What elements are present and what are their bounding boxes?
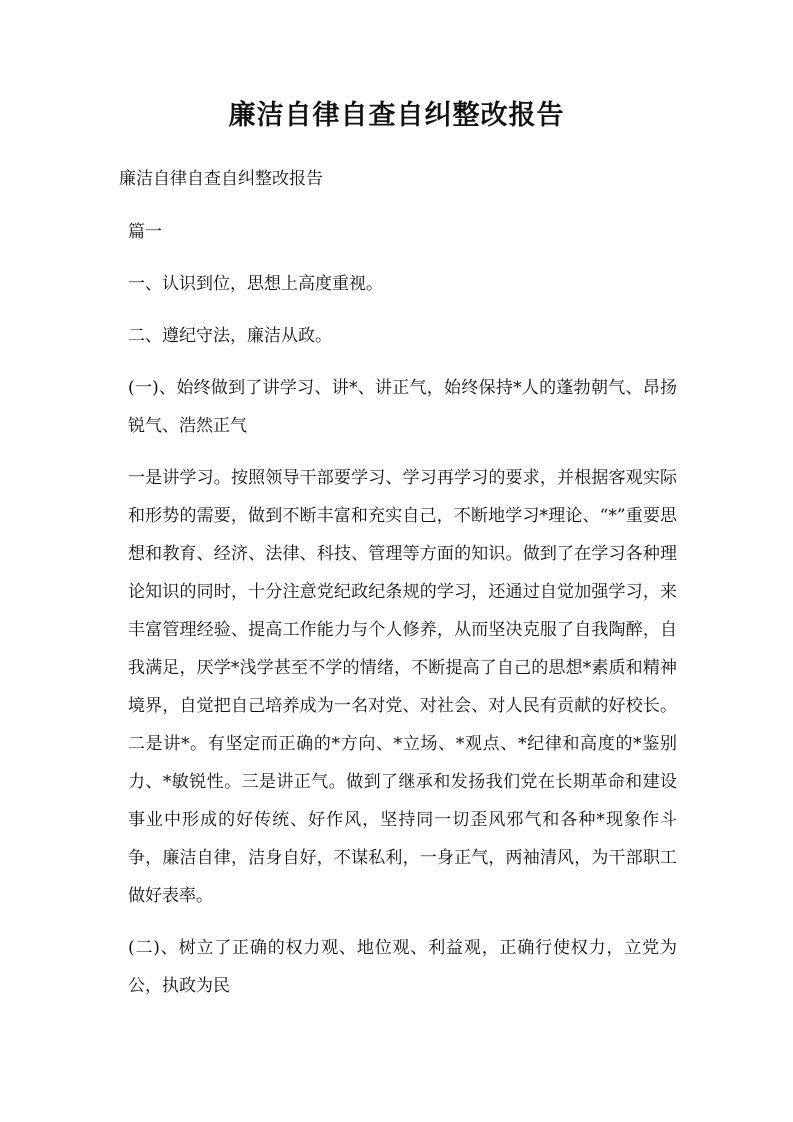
subheading-1: (一)、始终做到了讲学习、讲*、讲正气，始终保持*人的蓬勃朝气、昂扬锐气、浩然正气 [128, 378, 677, 436]
heading-1: 一、认识到位，思想上高度重视。 [128, 274, 383, 294]
heading-2: 二、遵纪守法，廉洁从政。 [128, 326, 332, 346]
document-title: 廉洁自律自查自纠整改报告 [228, 100, 565, 131]
document-subtitle: 廉洁自律自查自纠整改报告 [119, 169, 323, 189]
document-body [119, 160, 677, 1019]
section-label-pian-yi: 篇一 [128, 222, 162, 242]
subheading-2: (二)、树立了正确的权力观、地位观、利益观，正确行使权力，立党为公，执政为民 [128, 938, 677, 996]
body-paragraph: 一是讲学习。按照领导干部要学习、学习再学习的要求，并根据客观实际和形势的需要，做到不断丰富和充实自己，不断地学习*理论、“*”重要思想和教育、经济、法律、科技、管理等方面的知识。做到了在学习各种理论知识的同时，十分注意党纪政纪条规的学习，还通过自觉加强学习，来丰富管理经验、提高工作能力与个人修养，从而坚决克服了自我陶醉，自我满足，厌学*浅学甚至不学的情绪，不断提高了自己的思想*素质和精神境界，自觉把自己培养成为一名对党、对社会、对人民有贡献的好校长。二是讲*。有坚定而正确的*方向、*立场、*观点、*纪律和高度的*鉴别力、*敏锐性。三是讲正气。做到了继承和发扬我们党在长期革命和建设事业中形成的好传统、好作风，坚持同一切歪风邪气和各种*现象作斗争，廉洁自律，洁身自好，不谋私利，一身正气，两袖清风，为干部职工做好表率。 [128, 468, 677, 906]
